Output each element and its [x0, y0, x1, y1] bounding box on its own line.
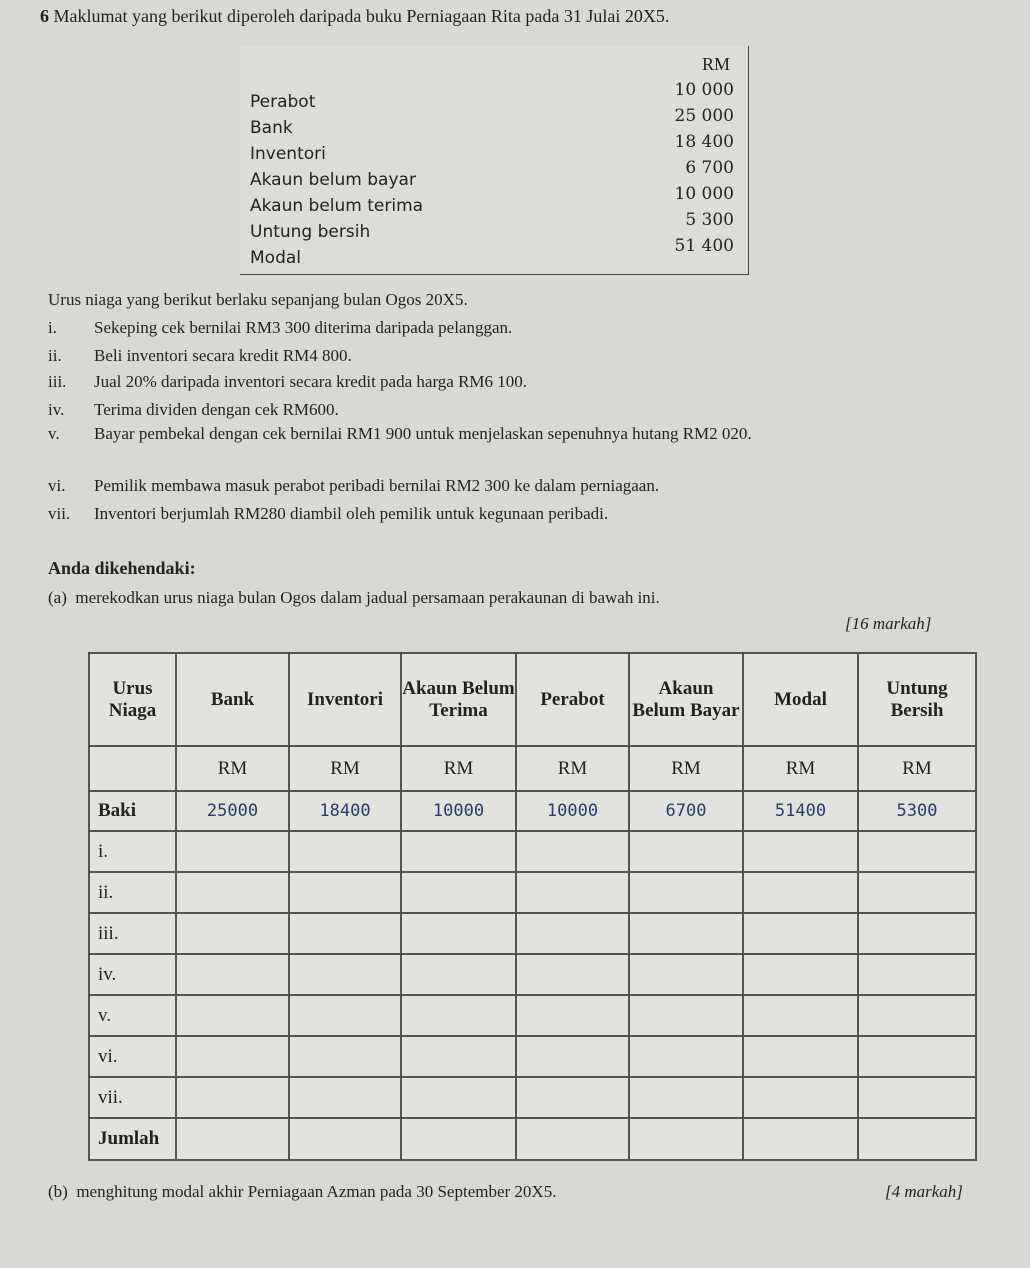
transaction-number: v. [48, 424, 60, 443]
entry-cell[interactable] [401, 1036, 516, 1077]
intro-text: Maklumat yang berikut diperoleh daripada buku Perniagaan Rita pada 31 Julai 20X5. [53, 6, 670, 26]
table-row [89, 954, 976, 995]
total-cell[interactable] [629, 1118, 743, 1160]
total-cell[interactable] [176, 1118, 289, 1160]
transaction-number: vii. [48, 504, 71, 523]
balances-box [240, 46, 749, 275]
part-b-marks: [4 markah] [885, 1182, 963, 1201]
transaction-number: vi. [48, 476, 66, 495]
entry-cell[interactable] [858, 831, 976, 872]
balance-value: 5 300 [685, 210, 734, 230]
currency-label: RM [701, 54, 730, 74]
entry-cell[interactable] [176, 954, 289, 995]
transaction-item [48, 476, 659, 496]
entry-cell[interactable] [858, 913, 976, 954]
entry-cell[interactable] [743, 1036, 858, 1077]
entry-cell[interactable] [176, 1036, 289, 1077]
entry-cell[interactable] [858, 995, 976, 1036]
row-label: iv. [89, 954, 176, 995]
entry-cell[interactable] [401, 954, 516, 995]
accounting-equation-table [88, 652, 977, 1161]
balance-value: 10 000 [674, 184, 734, 204]
entry-cell[interactable] [516, 831, 629, 872]
column-header: Akaun Belum Terima [401, 653, 516, 746]
unit-cell: RM [516, 746, 629, 791]
table-row [89, 913, 976, 954]
entry-cell[interactable] [858, 872, 976, 913]
entry-cell[interactable] [858, 954, 976, 995]
transaction-item [48, 318, 512, 338]
balance-cell[interactable]: 51400 [743, 791, 858, 831]
balance-label: Inventori [250, 144, 326, 164]
transaction-item [48, 372, 527, 392]
balance-cell[interactable]: 18400 [289, 791, 401, 831]
transaction-number: ii. [48, 346, 62, 365]
balance-cell[interactable]: 10000 [516, 791, 629, 831]
transaction-item [48, 400, 339, 420]
transaction-item [48, 504, 608, 524]
transaction-text: Terima dividen dengan cek RM600. [94, 400, 339, 419]
entry-cell[interactable] [176, 872, 289, 913]
transaction-text: Sekeping cek bernilai RM3 300 diterima daripada pelanggan. [94, 318, 513, 337]
part-a-label: (a) [48, 588, 67, 607]
unit-cell: RM [176, 746, 289, 791]
column-header: Bank [176, 653, 289, 746]
column-header: Modal [743, 653, 858, 746]
entry-cell[interactable] [401, 995, 516, 1036]
row-label: Jumlah [89, 1118, 176, 1160]
transactions-intro: Urus niaga yang berikut berlaku sepanjang bulan Ogos 20X5. [48, 290, 468, 309]
entry-cell[interactable] [858, 1036, 976, 1077]
total-cell[interactable] [858, 1118, 976, 1160]
transaction-text: Inventori berjumlah RM280 diambil oleh pemilik untuk kegunaan peribadi. [94, 504, 609, 523]
balance-cell[interactable]: 5300 [858, 791, 976, 831]
balance-label: Akaun belum terima [250, 196, 424, 216]
balance-cell[interactable]: 6700 [629, 791, 743, 831]
entry-cell[interactable] [401, 1077, 516, 1118]
entry-cell[interactable] [516, 913, 629, 954]
transaction-text: Bayar pembekal dengan cek bernilai RM1 900 untuk menjelaskan sepenuhnya hutang RM2 020. [94, 424, 752, 443]
empty-cell [89, 746, 176, 791]
entry-cell[interactable] [176, 995, 289, 1036]
column-header: Untung Bersih [858, 653, 976, 746]
balance-label: Perabot [250, 92, 316, 112]
entry-cell[interactable] [176, 831, 289, 872]
entry-cell[interactable] [743, 1077, 858, 1118]
entry-cell[interactable] [629, 913, 743, 954]
transaction-number: iv. [48, 400, 65, 419]
entry-cell[interactable] [289, 1036, 401, 1077]
row-label: i. [89, 831, 176, 872]
transaction-item [48, 346, 352, 366]
entry-cell[interactable] [401, 872, 516, 913]
balance-row [250, 106, 734, 138]
table-row [89, 1036, 976, 1077]
balance-row [250, 210, 734, 242]
entry-cell[interactable] [516, 1077, 629, 1118]
entry-cell[interactable] [289, 872, 401, 913]
entry-cell[interactable] [858, 1077, 976, 1118]
balance-value: 10 000 [674, 80, 734, 100]
row-label: v. [89, 995, 176, 1036]
entry-cell[interactable] [743, 995, 858, 1036]
unit-cell: RM [289, 746, 401, 791]
row-label: Baki [89, 791, 176, 831]
entry-cell[interactable] [289, 1077, 401, 1118]
entry-cell[interactable] [516, 1036, 629, 1077]
transaction-text: Beli inventori secara kredit RM4 800. [94, 346, 352, 365]
table-row [89, 995, 976, 1036]
balance-cell[interactable]: 10000 [401, 791, 516, 831]
entry-cell[interactable] [401, 913, 516, 954]
balance-cell[interactable]: 25000 [176, 791, 289, 831]
entry-cell[interactable] [743, 913, 858, 954]
part-b-text: menghitung modal akhir Perniagaan Azman pada 30 September 20X5. [76, 1182, 557, 1201]
part-a-text: merekodkan urus niaga bulan Ogos dalam jadual persamaan perakaunan di bawah ini. [75, 588, 660, 607]
total-cell[interactable] [401, 1118, 516, 1160]
entry-cell[interactable] [289, 995, 401, 1036]
entry-cell[interactable] [743, 954, 858, 995]
entry-cell[interactable] [743, 872, 858, 913]
entry-cell[interactable] [743, 831, 858, 872]
entry-cell[interactable] [629, 995, 743, 1036]
part-b-label: (b) [48, 1182, 68, 1201]
entry-cell[interactable] [629, 1077, 743, 1118]
total-cell[interactable] [743, 1118, 858, 1160]
column-header: Urus Niaga [89, 653, 176, 746]
entry-cell[interactable] [516, 995, 629, 1036]
balance-value: 51 400 [674, 236, 734, 256]
unit-cell: RM [629, 746, 743, 791]
entry-cell[interactable] [516, 954, 629, 995]
total-cell[interactable] [516, 1118, 629, 1160]
entry-cell[interactable] [629, 1036, 743, 1077]
entry-cell[interactable] [289, 913, 401, 954]
balance-label: Bank [250, 118, 293, 138]
entry-cell[interactable] [289, 831, 401, 872]
table-row [89, 872, 976, 913]
column-header: Akaun Belum Bayar [629, 653, 743, 746]
entry-cell[interactable] [516, 872, 629, 913]
part-a [48, 588, 660, 608]
entry-cell[interactable] [289, 954, 401, 995]
total-row [89, 1118, 976, 1160]
column-header: Perabot [516, 653, 629, 746]
balance-row [250, 184, 734, 216]
question-intro [40, 6, 669, 27]
balance-label: Untung bersih [250, 222, 371, 242]
total-cell[interactable] [289, 1118, 401, 1160]
entry-cell[interactable] [629, 831, 743, 872]
transaction-number: i. [48, 318, 57, 337]
transaction-text: Pemilik membawa masuk perabot peribadi bernilai RM2 300 ke dalam perniagaan. [94, 476, 660, 495]
unit-cell: RM [858, 746, 976, 791]
unit-cell: RM [401, 746, 516, 791]
balance-label: Modal [250, 248, 301, 268]
row-label: iii. [89, 913, 176, 954]
balance-label: Akaun belum bayar [250, 170, 416, 190]
balance-row [250, 80, 734, 112]
balance-row [250, 132, 734, 164]
transaction-item [48, 420, 958, 448]
balance-row [250, 158, 734, 190]
balance-value: 18 400 [674, 132, 734, 152]
entry-cell[interactable] [629, 954, 743, 995]
unit-cell: RM [743, 746, 858, 791]
required-heading: Anda dikehendaki: [48, 558, 196, 578]
row-label: vi. [89, 1036, 176, 1077]
balance-row [250, 236, 734, 268]
row-label: ii. [89, 872, 176, 913]
table-row [89, 831, 976, 872]
part-a-marks: [16 markah] [845, 614, 932, 633]
transaction-number: iii. [48, 372, 67, 391]
column-header: Inventori [289, 653, 401, 746]
part-b [48, 1182, 556, 1202]
entry-cell[interactable] [401, 831, 516, 872]
balance-value: 6 700 [685, 158, 734, 178]
entry-cell[interactable] [176, 1077, 289, 1118]
balance-value: 25 000 [674, 106, 734, 126]
entry-cell[interactable] [176, 913, 289, 954]
entry-cell[interactable] [629, 872, 743, 913]
table-row [89, 1077, 976, 1118]
transaction-text: Jual 20% daripada inventori secara kredit pada harga RM6 100. [94, 372, 528, 391]
question-number: 6 [40, 6, 49, 26]
row-label: vii. [89, 1077, 176, 1118]
